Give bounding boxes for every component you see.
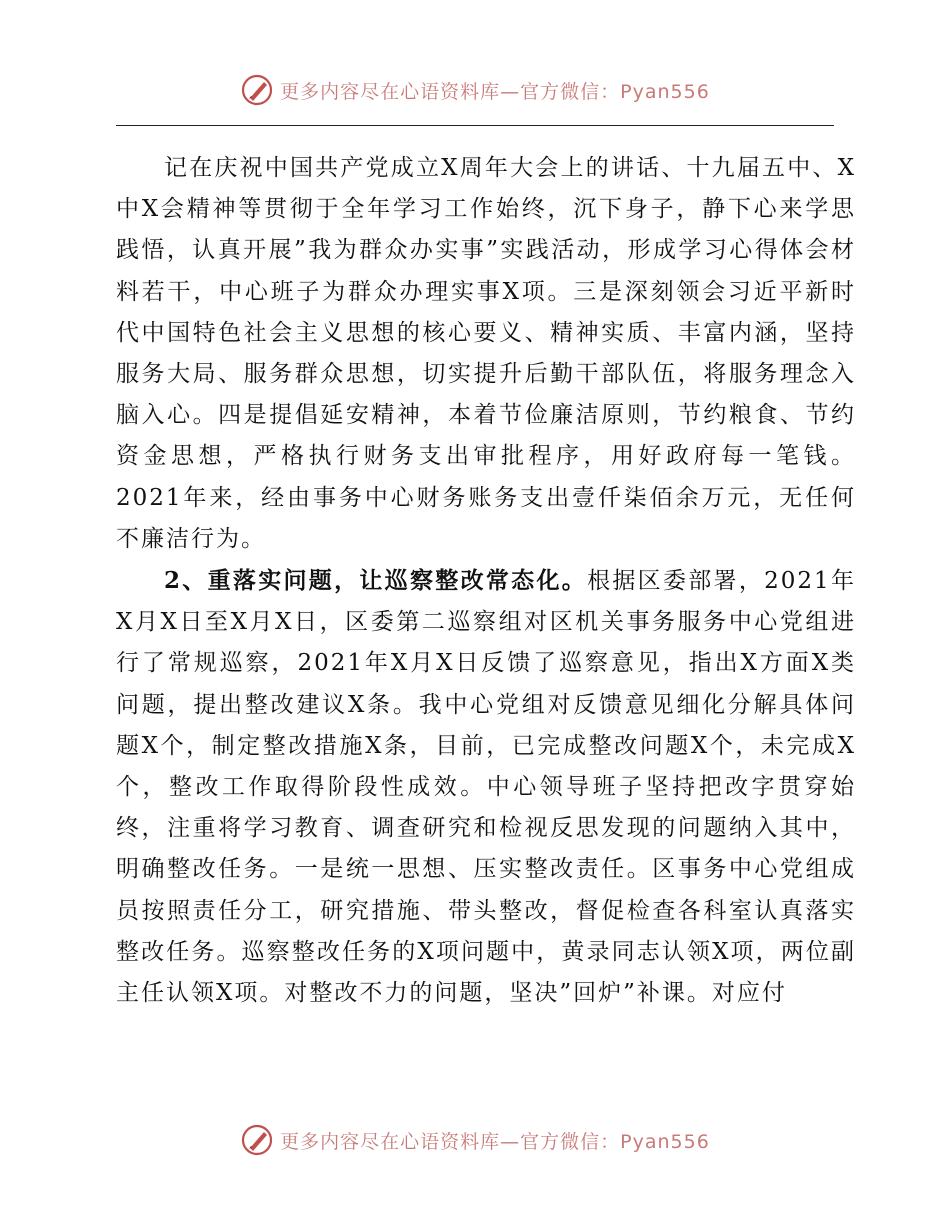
document-body (116, 148, 856, 1014)
paragraph-2 (116, 560, 856, 1014)
pen-logo-icon (240, 73, 274, 107)
watermark-text: 更多内容尽在心语资料库—官方微信：Pyan556 (280, 1130, 710, 1153)
paragraph-1-text: 记在庆祝中国共产党成立X周年大会上的讲话、十九届五中、X中X会精神等贯彻于全年学习工作始终，沉下身子，静下心来学思践悟，认真开展”我为群众办实事”实践活动，形成学习心得体会材料若干，中心班子为群众办理实事X项。三是深刻领会习近平新时代中国特色社会主义思想的核心要义、精神实质、丰富内涵，坚持服务大局、服务群众思想，切实提升后勤干部队伍，将服务理念入脑入心。四是提倡延安精神，本着节俭廉洁原则，节约粮食、节约资金思想，严格执行财务支出审批程序，用好政府每一笔钱。2021年来，经由事务中心财务账务支出壹仟柒佰余万元，无任何不廉洁行为。 (116, 155, 856, 552)
header-watermark (0, 70, 950, 110)
paragraph-2-text: 根据区委部署，2021年X月X日至X月X日，区委第二巡察组对区机关事务服务中心党组进行了常规巡察，2021年X月X日反馈了巡察意见，指出X方面X类问题，提出整改建议X条。我中心党组对反馈意见细化分解具体问题X个，制定整改措施X条，目前，已完成整改问题X个，未完成X个，整改工作取得阶段性成效。中心领导班子坚持把改字贯穿始终，注重将学习教育、调查研究和检视反思发现的问题纳入其中，明确整改任务。一是统一思想、压实整改责任。区事务中心党组成员按照责任分工，研究措施、带头整改，督促检查各科室认真落实整改任务。巡察整改任务的X项问题中，黄录同志认领X项，两位副主任认领X项。对整改不力的问题，坚决”回炉”补课。对应付 (116, 568, 856, 1007)
watermark-text: 更多内容尽在心语资料库—官方微信：Pyan556 (280, 80, 710, 103)
footer-watermark (0, 1120, 950, 1160)
paragraph-2-heading: 2、重落实问题，让巡察整改常态化。 (164, 567, 588, 595)
header-rule (116, 125, 834, 126)
pen-logo-icon (240, 1123, 274, 1157)
paragraph-1 (116, 148, 856, 560)
